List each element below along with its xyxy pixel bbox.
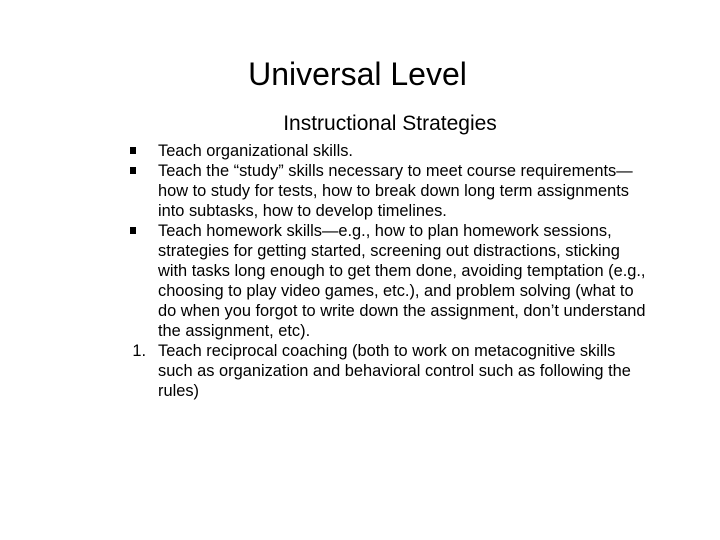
bullet-item-reciprocal-coaching <box>116 341 646 401</box>
bullet-list <box>116 141 646 401</box>
slide-subtitle: Instructional Strategies <box>283 112 497 135</box>
slide-title: Universal Level <box>248 56 467 92</box>
bullet-item-study-skills <box>116 161 646 221</box>
bullet-text: Teach homework skills—e.g., how to plan homework sessions, strategies for getting started, screening out distractions, sticking with tasks long enough to get them done, avoiding temptation (e.g., choosing to play video games, etc.), and problem solving (what to do when you forgot to write down the assignment, don’t understand the assignment, etc). <box>158 222 646 340</box>
bullet-item-organizational-skills <box>116 141 646 161</box>
bullet-item-homework-skills <box>116 221 646 341</box>
bullet-text: Teach reciprocal coaching (both to work on metacognitive skills such as organization and behavioral control such as following the rules) <box>158 342 631 400</box>
list-number: 1. <box>132 342 146 360</box>
bullet-text: Teach organizational skills. <box>158 142 353 160</box>
bullet-text: Teach the “study” skills necessary to meet course requirements—how to study for tests, how to break down long term assignments into subtasks, how to develop timelines. <box>158 162 633 220</box>
